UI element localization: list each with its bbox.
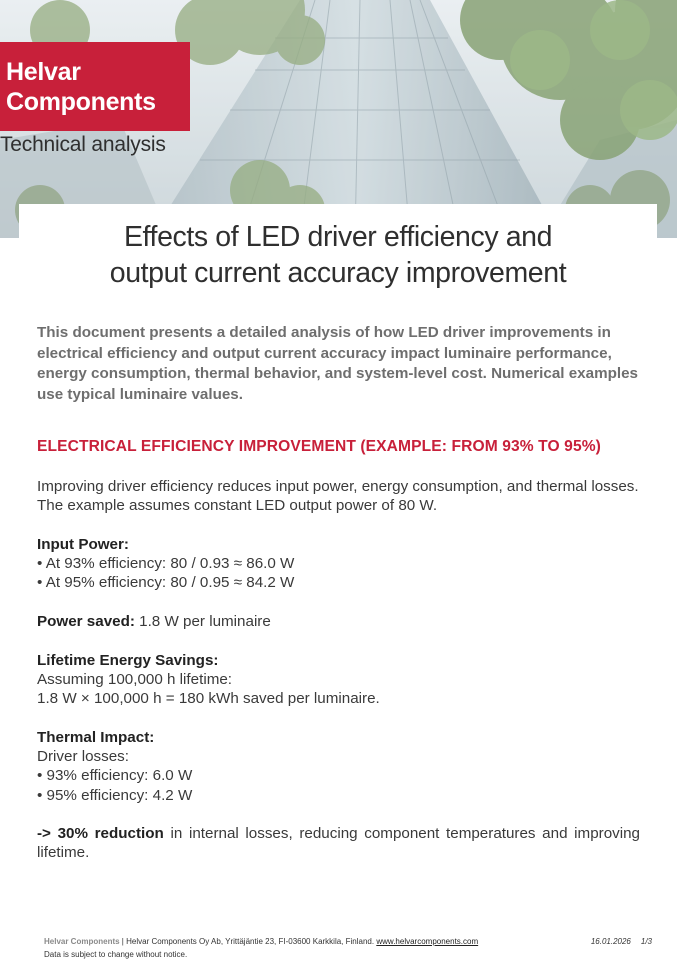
footer-address-line [44,935,656,948]
footer-date: 16.01.2026 [590,937,631,946]
intro-paragraph: Improving driver efficiency reduces input power, energy consumption, and thermal losses. The example assumes constant LED output power of 80 W. [37,478,639,515]
reduction-text: in internal losses, reducing component temperatures and improving lifetime. [37,825,641,862]
footer-page-number: 1/3 [640,937,652,946]
lifetime-assumption: Assuming 100,000 h lifetime: [37,671,233,689]
footer-notice: Data is subject to change without notice. [44,950,188,959]
driver-loss-item-95: • 95% efficiency: 4.2 W [37,786,193,804]
input-power-item-95: • At 95% efficiency: 80 / 0.95 ≈ 84.2 W [37,574,295,592]
thermal-impact-label: Thermal Impact: [37,729,155,746]
brand-name-line-1: Helvar [6,58,81,86]
document-title-line-2: output current accuracy improvement [109,257,567,289]
footer-website-link[interactable]: www.helvarcomponents.com [376,937,479,946]
power-saved-block [37,612,640,631]
brand-logo-box [0,42,190,131]
power-saved-label: Power saved: [37,613,135,630]
footer-address: Helvar Components Oy Ab, Yrittäjäntie 23, FI-03600 Karkkila, Finland. [126,937,377,946]
footer-company-short: Helvar Components [44,937,120,946]
footer-meta [581,937,652,946]
brand-name-line-2: Components [6,88,156,116]
power-saved-value: 1.8 W per luminaire [134,613,271,630]
section-heading: ELECTRICAL EFFICIENCY IMPROVEMENT (EXAMPLE: FROM 93% TO 95%) [37,438,601,455]
input-power-label: Input Power: [37,536,129,553]
abstract-paragraph: This document presents a detailed analysis of how LED driver improvements in electrical efficiency and output current accuracy impact luminaire performance, energy consumption, thermal behavior, and system-level cost. Numerical examples use typical luminaire values. [37,324,638,403]
footer-separator: | [119,937,127,946]
document-title-line-1: Effects of LED driver efficiency and [123,221,553,253]
thermal-impact-block [37,728,640,805]
lifetime-calculation: 1.8 W × 100,000 h = 180 kWh saved per luminaire. [37,690,380,708]
driver-loss-item-93: • 93% efficiency: 6.0 W [37,767,193,785]
reduction-paragraph [37,824,640,862]
document-type-label: Technical analysis [0,133,166,156]
page-footer [44,935,656,961]
input-power-block [37,535,640,593]
input-power-item-93: • At 93% efficiency: 80 / 0.93 ≈ 86.0 W [37,555,295,573]
lifetime-savings-label: Lifetime Energy Savings: [37,652,219,669]
driver-losses-label: Driver losses: [37,748,129,766]
reduction-highlight: -> 30% reduction [37,825,164,842]
lifetime-savings-block [37,651,640,709]
document-title [19,219,657,291]
